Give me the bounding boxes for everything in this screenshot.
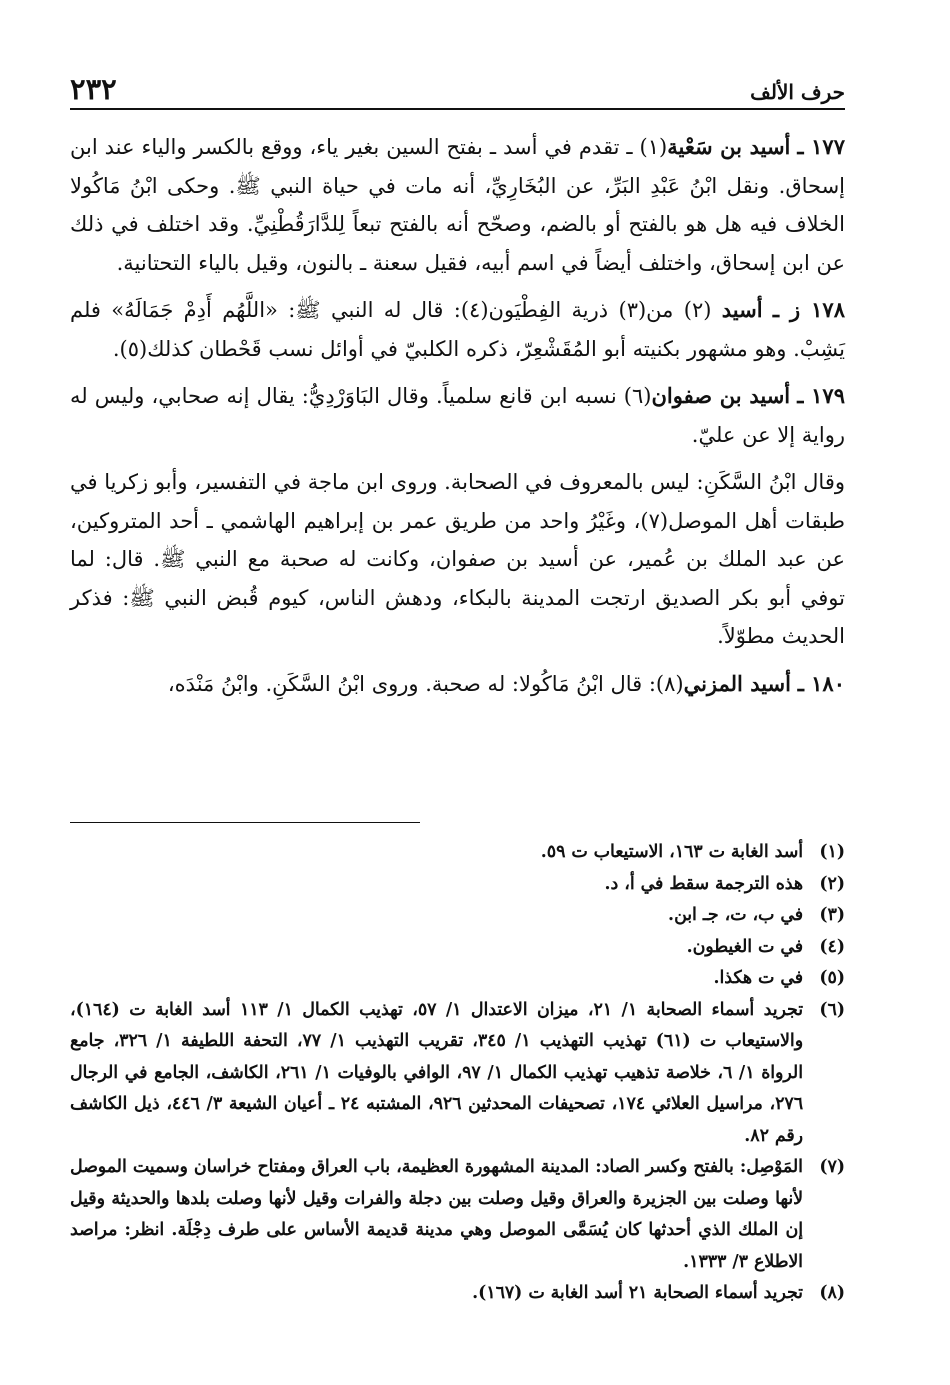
running-title: حرف الألف — [750, 80, 845, 104]
footnote-text: المَوْصِل: بالفتح وكسر الصاد: المدينة المشهورة العظيمة، باب العراق ومفتاح خراسان وسميت الموصل لأنها وصلت بين الجزيرة والعراق وقيل وصلت بين دجلة والفرات وقيل لأنها وصلت بلدها والحديثة وقيل إن الملك الذي أحدثها كان يُسَمَّى الموصل وهي مدينة قديمة الأساس على طرف دِجْلَة. انظر: مراصد الاطلاع ٣/ ١٣٣٣. — [70, 1157, 803, 1272]
entry-paragraph — [70, 291, 845, 368]
entry-paragraph — [70, 128, 845, 282]
footnote — [70, 963, 845, 995]
entry-paragraph — [70, 463, 845, 656]
page-number: ٢٣٢ — [70, 72, 117, 106]
footnote-number: (٨) — [819, 1283, 845, 1303]
footnote-number: (٢) — [819, 873, 845, 894]
entry-name: أسيد بن سَعْية — [667, 134, 791, 159]
page-header — [70, 68, 845, 110]
entry-paragraph — [70, 665, 845, 704]
footnote-number: (٦) — [819, 999, 845, 1020]
footnote-number: (٧) — [819, 1157, 845, 1177]
footnote-text: في ب، ت، جـ ابن. — [668, 905, 803, 925]
entry-name: أسيد بن صفوان — [651, 383, 791, 408]
entry-number: ١٧٧ ـ — [797, 134, 845, 159]
footnote — [70, 995, 845, 1153]
footnote-text: هذه الترجمة سقط في أ، د. — [604, 873, 803, 894]
footnote-text: أسد الغابة ت ١٦٣، الاستيعاب ت ٥٩. — [540, 842, 803, 862]
entry-number: ١٧٨ ز ـ — [772, 297, 845, 322]
footnote-text: في ت هكذا. — [713, 968, 803, 988]
footnote — [70, 837, 845, 869]
footnote-number: (١) — [819, 842, 845, 862]
footnotes-divider — [70, 822, 420, 823]
entry-number: ١٨٠ ـ — [797, 670, 845, 696]
book-page — [70, 0, 845, 1385]
footnote-text: تجريد أسماء الصحابة ٢١ أسد الغابة ت (١٦٧). — [472, 1283, 803, 1303]
footnote-number: (٣) — [819, 905, 845, 925]
entry-name: أسيد المزني — [683, 670, 791, 696]
entry-text: وقال ابْنُ السَّكَنِ: ليس بالمعروف في الصحابة. وروى ابن ماجة في التفسير، وأبو زكريا في طبقات أهل الموصل(٧)، وغَيْرُ واحد من طريق عمر بن إبراهيم الهاشمي ـ أحد المتروكين، عن عبد الملك بن عُمير، عن أسيد بن صفوان، وكانت له صحبة مع النبي ﷺ. قال: لما توفي أبو بكر الصديق ارتجت المدينة بالبكاء، ودهش الناس، كيوم قُبض النبي ﷺ: فذكر الحديث مطوّلاً. — [70, 470, 845, 648]
footnote — [70, 1278, 845, 1310]
entry-paragraph — [70, 377, 845, 454]
footnotes — [70, 837, 845, 1310]
footnote — [70, 1152, 845, 1278]
entry-text: (٨): قال ابْنُ مَاكُولا: له صحبة. وروى ابْنُ السَّكَنِ. وابْنُ مَنْدَه، — [167, 671, 684, 696]
footnote — [70, 869, 845, 901]
footnote-text: في ت الغيطون. — [686, 936, 803, 957]
entry-text: (١) ـ تقدم في أسد ـ بفتح السين بغير ياء، ووقع بالكسر والياء عند ابن إسحاق. ونقل ابْنُ عَبْدِ البَرِّ، عن البُخَارِيِّ، أنه مات في حياة النبي ﷺ. وحكى ابْنُ مَاكُولا الخلاف فيه هل هو بالفتح أو بالضم، وصحّح أنه بالفتح تبعاً لِلدَّارَقُطْنِيِّ. وقد اختلف في ذلك عن ابن إسحاق، واختلف أيضاً في اسم أبيه، فقيل سعنة ـ بالنون، وقيل بالياء التحتانية. — [70, 135, 845, 275]
footnote-text: تجريد أسماء الصحابة ١/ ٢١، ميزان الاعتدال ١/ ٥٧، تهذيب الكمال ١/ ١١٣ أسد الغابة ت (١٦٤)، والاستيعاب ت (٦١) تهذيب التهذيب ١/ ٣٤٥، تقريب التهذيب ١/ ٧٧، التحفة اللطيفة ١/ ٣٢٦، جامع الرواة ١/ ٦، خلاصة تذهيب تهذيب الكمال ١/ ٩٧، الوافي بالوفيات ١/ ٢٦١، الكاشف، الجامع في الرجال ٢٧٦، مراسيل العلائي ١٧٤، تصحيفات المحدثين ٩٢٦، المشتبه ٢٤ ـ أعيان الشيعة ٣/ ٤٤٦، ذيل الكاشف رقم ٨٢. — [70, 999, 804, 1146]
footnote-number: (٤) — [819, 936, 845, 957]
entry-text: (٦) نسبه ابن قانع سلمياً. وقال البَاوَرْدِيُّ: يقال إنه صحابي، وليس له رواية إلا عن عليّ. — [70, 384, 845, 447]
footnote — [70, 900, 845, 932]
entry-text: (٢) من(٣) ذرية الفِطْيَون(٤): قال له النبي ﷺ: «اللَّهُم أَدِمْ جَمَالَهُ» فلم يَشِبْ. وهو مشهور بكنيته أبو المُقَشْعِرّ، ذكره الكلبيّ في أوائل نسب قَحْطان كذلك(٥). — [70, 298, 845, 361]
footnote — [70, 932, 845, 964]
main-text — [70, 128, 845, 712]
entry-name: أسيد — [721, 297, 763, 322]
entry-number: ١٧٩ ـ — [797, 383, 845, 408]
footnote-number: (٥) — [819, 968, 845, 988]
